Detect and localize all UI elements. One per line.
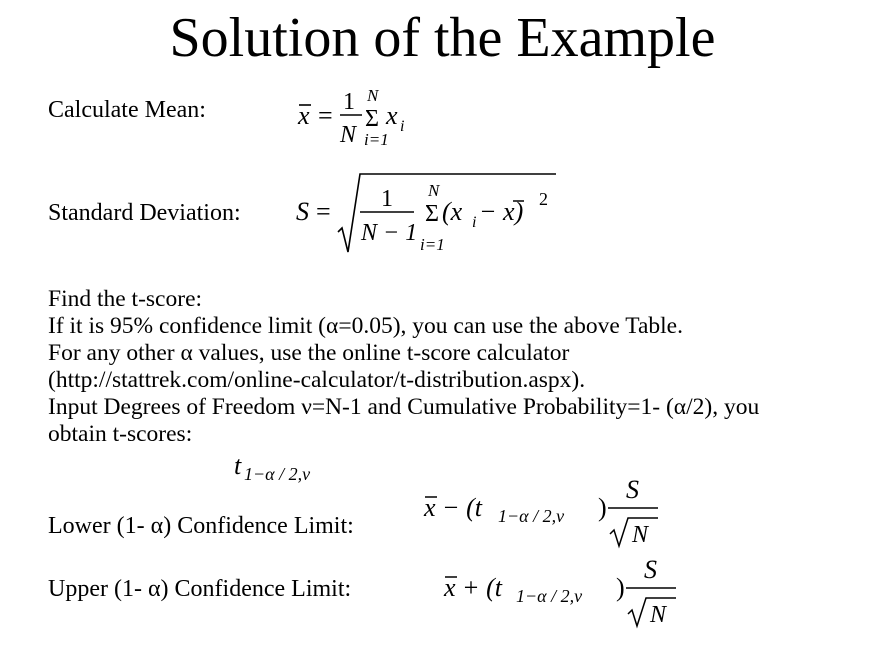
lower-numerator: S bbox=[626, 475, 639, 504]
std-denominator: N − 1 bbox=[361, 220, 418, 246]
mean-equals: = bbox=[318, 101, 333, 130]
lower-expr: x − (t bbox=[424, 493, 482, 522]
body-line: obtain t-scores: bbox=[48, 421, 193, 447]
mean-sum-upper: N bbox=[367, 86, 379, 105]
lower-limit-label: Lower (1- α) Confidence Limit: bbox=[48, 513, 354, 539]
std-formula bbox=[294, 164, 574, 264]
std-label: Standard Deviation: bbox=[48, 200, 241, 226]
body-line: Find the t-score: bbox=[48, 286, 203, 312]
mean-term-sub: i bbox=[400, 118, 405, 135]
mean-sigma: Σ bbox=[365, 106, 379, 132]
body-text bbox=[48, 286, 759, 448]
upper-limit-label: Upper (1- α) Confidence Limit: bbox=[48, 576, 352, 602]
upper-denominator: N bbox=[650, 602, 667, 628]
body-line: (http://stattrek.com/online-calculator/t-distribution.aspx). bbox=[48, 367, 586, 393]
std-sum-upper: N bbox=[428, 181, 440, 200]
std-lhs: S bbox=[296, 197, 309, 226]
std-power: 2 bbox=[539, 189, 548, 209]
std-sigma: Σ bbox=[425, 201, 439, 227]
upper-numerator: S bbox=[644, 555, 657, 584]
body-line: For any other α values, use the online t-score calculator bbox=[48, 340, 570, 366]
tscore-formula bbox=[232, 448, 342, 488]
body-line: If it is 95% confidence limit (α=0.05), you can use the above Table. bbox=[48, 313, 683, 339]
upper-limit-formula bbox=[440, 546, 690, 630]
lower-denominator: N bbox=[632, 522, 649, 548]
std-numerator: 1 bbox=[381, 186, 393, 212]
upper-sub: 1−α / 2,ν bbox=[516, 586, 583, 606]
body-line: Input Degrees of Freedom ν=N-1 and Cumulative Probability=1- (α/2), you bbox=[48, 394, 760, 420]
mean-denominator: N bbox=[340, 122, 357, 148]
std-term-sub: i bbox=[472, 214, 477, 231]
std-sum-lower: i=1 bbox=[420, 235, 445, 254]
std-term: (x bbox=[442, 197, 463, 226]
mean-label: Calculate Mean: bbox=[48, 97, 206, 123]
tscore-sub: 1−α / 2,ν bbox=[244, 464, 311, 484]
upper-close: ) bbox=[616, 573, 625, 602]
slide-title: Solution of the Example bbox=[169, 7, 716, 69]
mean-term: x bbox=[386, 101, 398, 130]
mean-formula bbox=[296, 84, 446, 154]
lower-close: ) bbox=[598, 493, 607, 522]
lower-sub: 1−α / 2,ν bbox=[498, 506, 565, 526]
lower-limit-formula bbox=[420, 472, 680, 552]
tscore-t: t bbox=[234, 451, 242, 480]
mean-numerator: 1 bbox=[343, 89, 355, 115]
mean-xbar: x bbox=[298, 101, 310, 130]
upper-expr: x + (t bbox=[444, 573, 502, 602]
std-equals: = bbox=[316, 197, 331, 226]
std-term-rest: − x) bbox=[479, 197, 524, 226]
mean-sum-lower: i=1 bbox=[364, 130, 389, 149]
